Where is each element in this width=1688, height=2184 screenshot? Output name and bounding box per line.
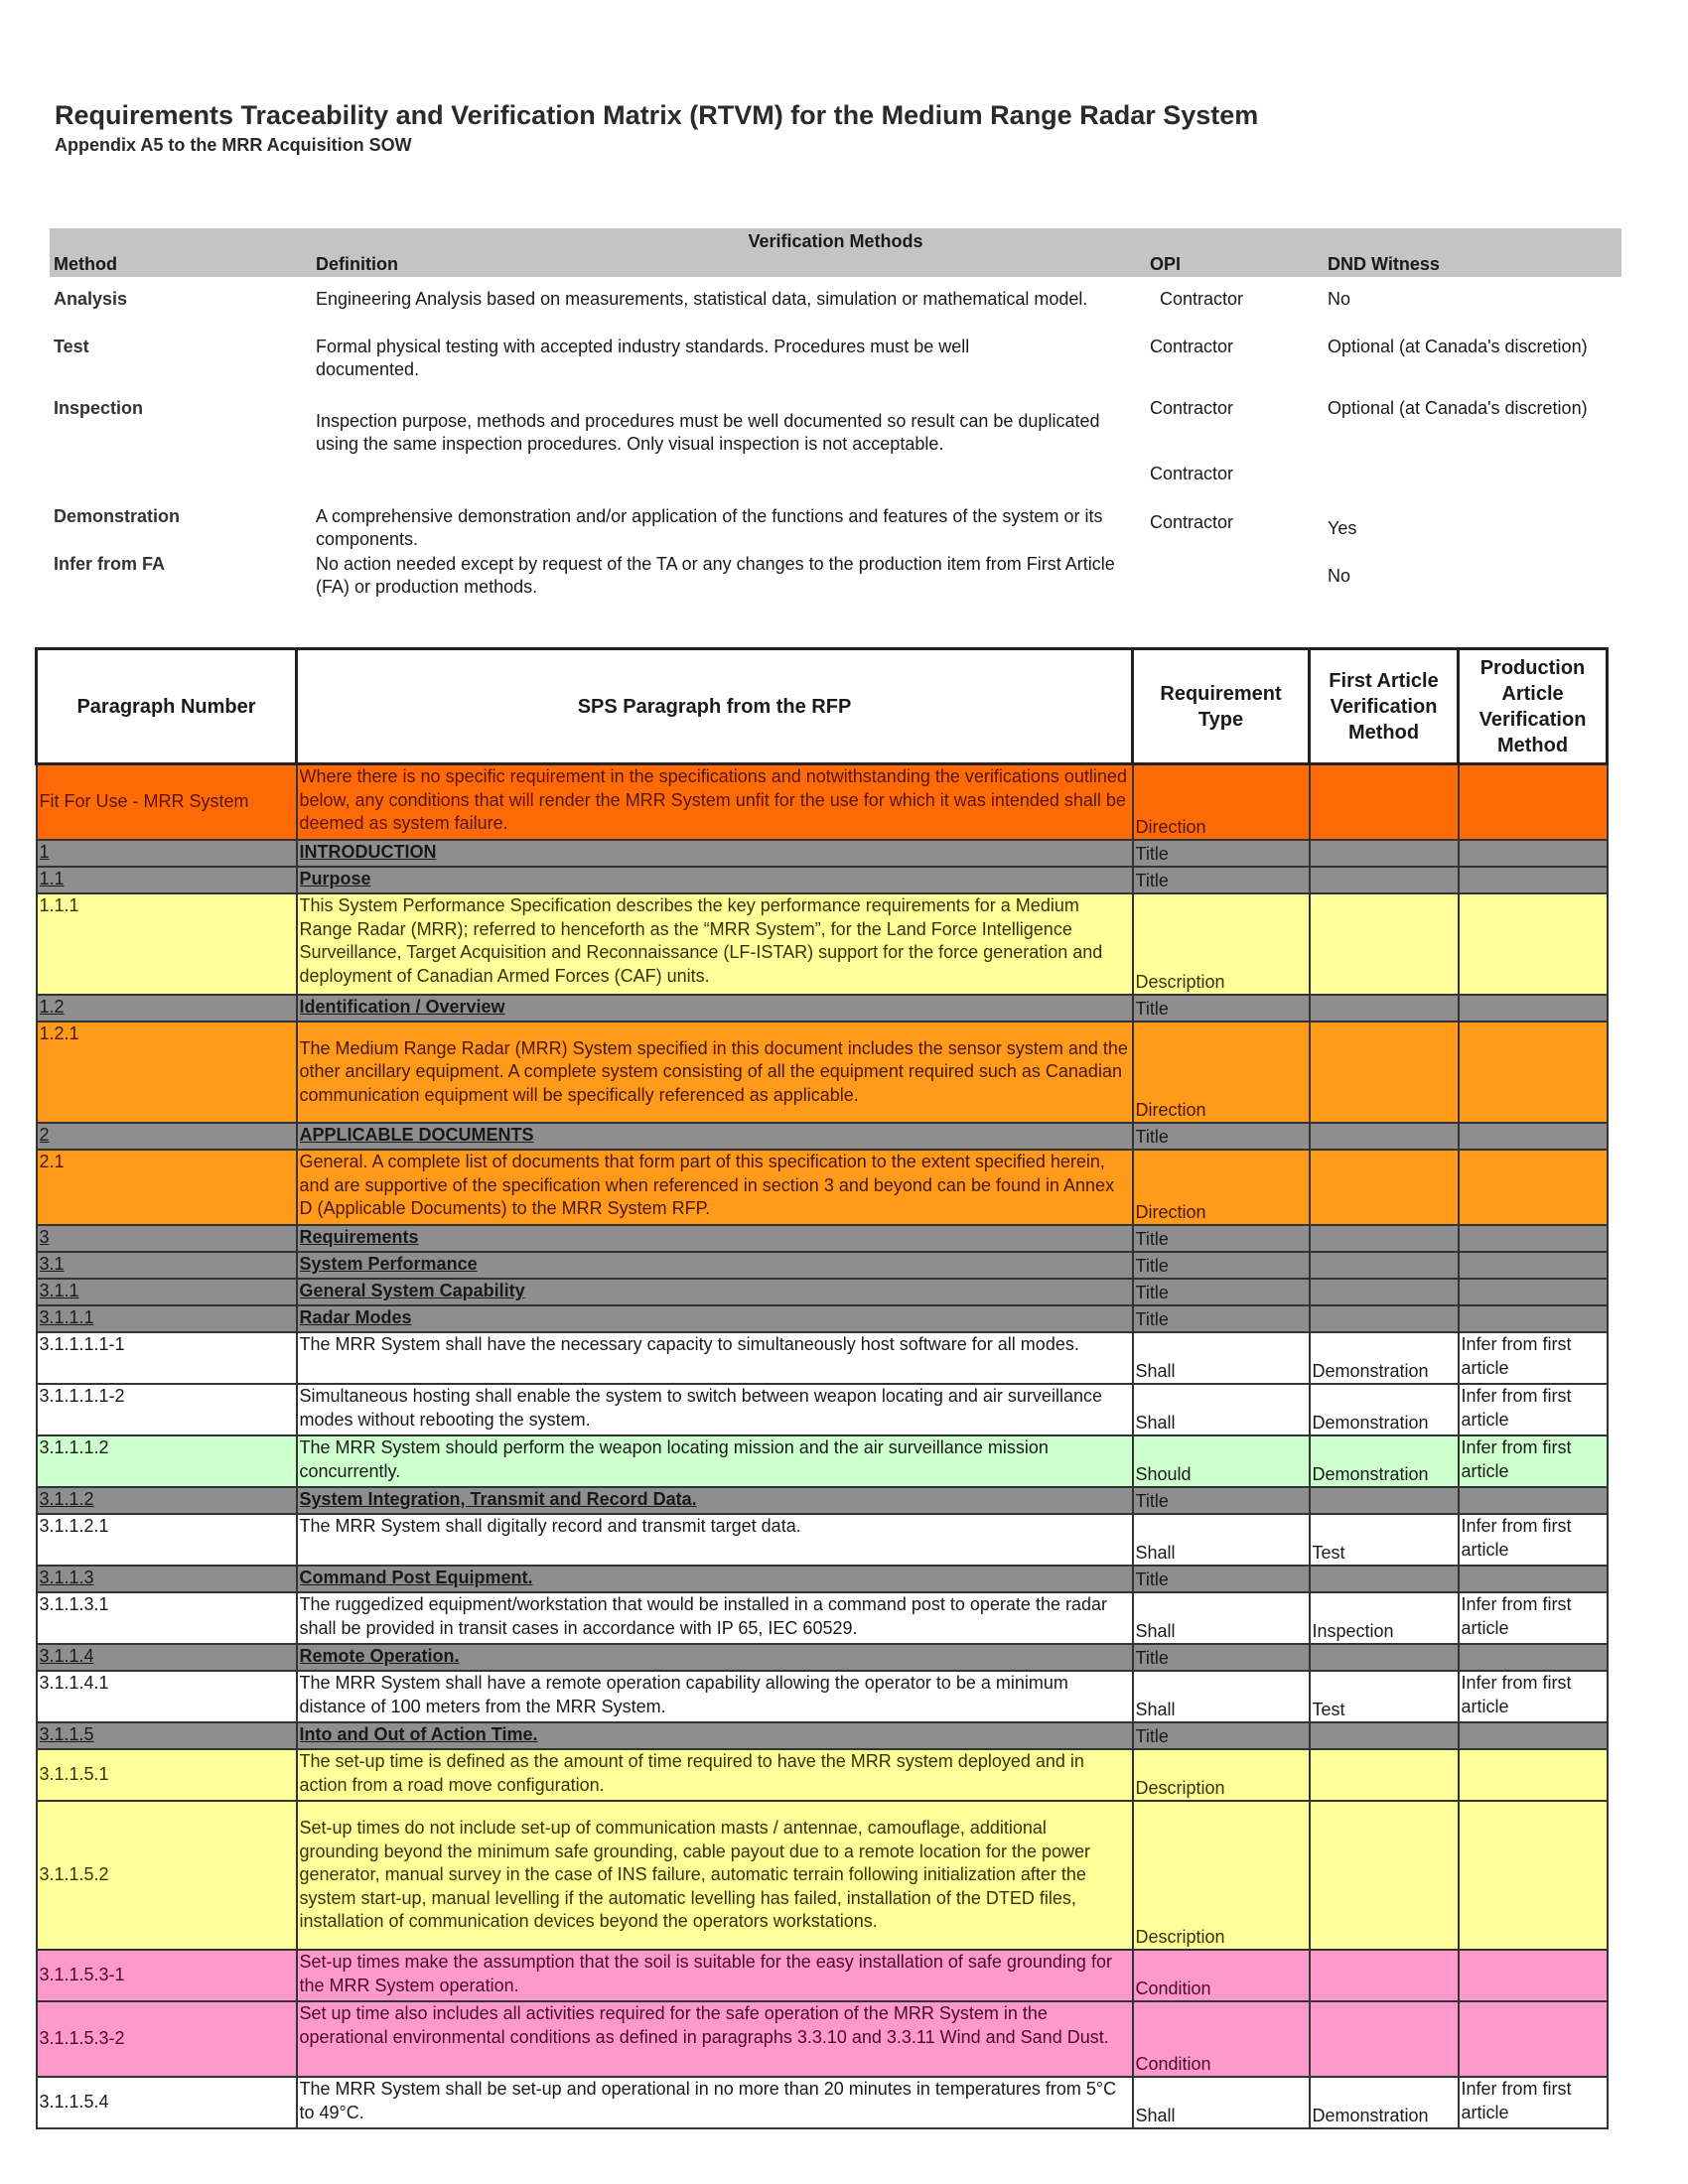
sps-paragraph-cell (297, 893, 1133, 995)
sps-paragraph-cell-text: The ruggedized equipment/workstation that would be installed in a command post to operate the radar shall be provided in transit cases in accordance with IP 65, IEC 60529. (299, 1594, 1107, 1638)
paragraph-number-cell-text: 3.1.1.5.4 (39, 2092, 109, 2113)
requirement-type-cell-text: Title (1135, 870, 1169, 890)
requirement-type-cell (1133, 867, 1310, 893)
sps-paragraph-cell-text: Purpose (299, 869, 371, 888)
witness-infer-from-fa: No (1328, 566, 1351, 586)
paragraph-number-cell (37, 1644, 297, 1671)
production-article-method-cell (1459, 1435, 1608, 1487)
paragraph-number-cell-text: 3.1.1.5.3-2 (39, 2028, 125, 2049)
paragraph-number-cell-text: 2 (39, 1125, 50, 1145)
page-title: Requirements Traceability and Verification Matrix (RTVM) for the Medium Range Radar System (55, 100, 1259, 130)
requirement-type-cell (1133, 1592, 1310, 1644)
paragraph-number-cell-text: 2.1 (39, 1152, 65, 1171)
table-row (37, 1123, 1608, 1150)
verification-methods-table (50, 228, 1621, 597)
requirement-type-cell (1133, 1384, 1310, 1435)
sps-paragraph-cell-text: This System Performance Specification describes the key performance requirements for a Medium Range Radar (MRR); referred to henceforth as the “MRR System”, for the Land Force Intelligence Surveillance, Target Acquisition and Reconnaissance (LF-ISTAR) support for the force generation and deployment of Canadian Armed Forces (CAF) units. (299, 895, 1103, 986)
sps-paragraph-cell (297, 1487, 1133, 1514)
first-article-method-cell-text: Demonstration (1312, 1412, 1429, 1433)
sps-paragraph-cell-text: The set-up time is defined as the amount of time required to have the MRR system deployed and in action from a road move configuration. (299, 1751, 1084, 1795)
paragraph-number-cell (37, 1749, 297, 1801)
table-row (37, 1566, 1608, 1592)
table-row (37, 1305, 1608, 1332)
requirement-type-cell-text: Title (1135, 1725, 1169, 1746)
sps-paragraph-cell-text: Set-up times do not include set-up of communication masts / antennae, camouflage, additional grounding beyond the minimum safe grounding, cable payout due to a remote location for the power generator, manual survey in the case of INS failure, automatic terrain following initialization after the system start-up, manual levelling if the automatic levelling has failed, installation of the DTED files, installation of communication devices beyond the operators workstations. (299, 1818, 1090, 1932)
table-row (37, 840, 1608, 867)
first-article-method-cell (1310, 1950, 1459, 2001)
requirement-type-cell (1133, 1279, 1310, 1305)
paragraph-number-cell (37, 1150, 297, 1225)
table-row (37, 1332, 1608, 1384)
paragraph-number-cell-text: 3 (39, 1227, 50, 1247)
paragraph-number-cell (37, 2001, 297, 2077)
table-row (37, 1435, 1608, 1487)
requirement-type-cell (1133, 1305, 1310, 1332)
first-article-method-cell (1310, 995, 1459, 1022)
requirement-type-cell (1133, 1671, 1310, 1722)
sps-paragraph-cell-text: The MRR System shall digitally record and transmit target data. (299, 1516, 801, 1536)
table-row (37, 1252, 1608, 1279)
first-article-method-cell (1310, 764, 1459, 841)
paragraph-number-cell-text: 3.1.1.1.1-2 (39, 1386, 125, 1406)
production-article-method-cell-text: Infer from first article (1461, 1334, 1572, 1378)
production-article-method-cell (1459, 1644, 1608, 1671)
table-header-row (37, 649, 1608, 764)
requirement-type-cell-text: Description (1135, 1777, 1225, 1798)
first-article-method-cell (1310, 1801, 1459, 1950)
requirement-type-cell (1133, 764, 1310, 841)
production-article-method-cell (1459, 1566, 1608, 1592)
sps-paragraph-cell-text: The MRR System shall have the necessary capacity to simultaneously host software for all modes. (299, 1334, 1079, 1354)
sps-paragraph-cell-text: Remote Operation. (299, 1646, 460, 1666)
requirement-type-cell-text: Shall (1135, 1360, 1176, 1381)
requirement-type-cell-text: Shall (1135, 1542, 1176, 1563)
requirement-type-cell-text: Should (1135, 1463, 1192, 1484)
witness-test: Optional (at Canada's discretion) (1328, 337, 1588, 356)
first-article-method-cell (1310, 1384, 1459, 1435)
production-article-method-cell (1459, 1123, 1608, 1150)
first-article-method-cell (1310, 2001, 1459, 2077)
requirement-type-cell (1133, 995, 1310, 1022)
paragraph-number-cell (37, 1722, 297, 1749)
first-article-method-header: First Article Verification Method (1310, 649, 1459, 764)
sps-paragraph-cell (297, 1305, 1133, 1332)
method-analysis: Analysis (54, 289, 128, 309)
production-article-method-cell (1459, 995, 1608, 1022)
definition-inspection: Inspection purpose, methods and procedures must be well documented so result can be duplicated using the same inspection procedures. Only visual inspection is not acceptable. (316, 411, 1100, 454)
production-article-method-cell (1459, 1022, 1608, 1123)
table-row (37, 1150, 1608, 1225)
definition-analysis: Engineering Analysis based on measurements, statistical data, simulation or mathematical model. (316, 289, 1088, 309)
requirement-type-cell-text: Shall (1135, 2105, 1176, 2125)
production-article-method-cell (1459, 1305, 1608, 1332)
paragraph-number-cell (37, 1487, 297, 1514)
production-article-method-header: Production Article Verification Method (1459, 649, 1608, 764)
paragraph-number-cell (37, 893, 297, 995)
first-article-method-cell (1310, 1435, 1459, 1487)
production-article-method-cell (1459, 1252, 1608, 1279)
sps-paragraph-cell-text: Radar Modes (299, 1307, 412, 1327)
paragraph-number-cell-text: 3.1.1.4 (39, 1646, 94, 1666)
method-inspection: Inspection (54, 398, 144, 418)
method-test: Test (54, 337, 89, 356)
first-article-method-cell (1310, 840, 1459, 867)
requirement-type-cell-text: Description (1135, 971, 1225, 992)
sps-paragraph-cell (297, 1332, 1133, 1384)
sps-paragraph-cell (297, 840, 1133, 867)
requirement-type-cell-text: Title (1135, 1282, 1169, 1302)
production-article-method-cell (1459, 1514, 1608, 1566)
paragraph-number-cell (37, 1252, 297, 1279)
table-row (37, 2077, 1608, 2128)
requirement-type-cell (1133, 1801, 1310, 1950)
requirement-type-cell-text: Direction (1135, 1099, 1206, 1120)
sps-paragraph-cell-text: The MRR System should perform the weapon locating mission and the air surveillance mission concurrently. (299, 1437, 1049, 1481)
sps-paragraph-cell-text: The MRR System shall have a remote operation capability allowing the operator to be a minimum distance of 100 meters from the MRR System. (299, 1673, 1068, 1716)
sps-paragraph-cell (297, 1592, 1133, 1644)
sps-paragraph-cell-text: Requirements (299, 1227, 419, 1247)
requirement-type-cell-text: Shall (1135, 1412, 1176, 1433)
production-article-method-cell-text: Infer from first article (1461, 1386, 1572, 1430)
requirement-type-cell (1133, 1252, 1310, 1279)
paragraph-number-cell (37, 1671, 297, 1722)
first-article-method-cell (1310, 2077, 1459, 2128)
sps-paragraph-cell (297, 1801, 1133, 1950)
first-article-method-cell (1310, 1123, 1459, 1150)
paragraph-number-cell (37, 2077, 297, 2128)
witness-demonstration: Yes (1328, 518, 1357, 538)
paragraph-number-cell (37, 1305, 297, 1332)
sps-paragraph-cell (297, 1022, 1133, 1123)
table-row (37, 867, 1608, 893)
first-article-method-cell (1310, 1644, 1459, 1671)
sps-paragraph-cell (297, 1384, 1133, 1435)
paragraph-number-cell-text: 1 (39, 842, 50, 862)
production-article-method-cell (1459, 867, 1608, 893)
table-row (37, 2001, 1608, 2077)
table-row (37, 1279, 1608, 1305)
production-article-method-cell (1459, 1332, 1608, 1384)
production-article-method-cell (1459, 1801, 1608, 1950)
first-article-method-cell (1310, 1722, 1459, 1749)
rtvm-table (35, 647, 1609, 2129)
requirement-type-cell-text: Title (1135, 1228, 1169, 1249)
paragraph-number-cell-text: 3.1.1.1.1-1 (39, 1334, 125, 1354)
requirement-type-cell-text: Direction (1135, 1201, 1206, 1222)
paragraph-number-cell (37, 1514, 297, 1566)
paragraph-number-cell (37, 1566, 297, 1592)
first-article-method-cell-text: Test (1312, 1699, 1345, 1719)
definition-test: Formal physical testing with accepted industry standards. Procedures must be well documented. (316, 337, 970, 379)
paragraph-number-cell-text: 1.2 (39, 997, 65, 1017)
opi-inspection: Contractor (1150, 398, 1234, 418)
first-article-method-cell (1310, 1514, 1459, 1566)
sps-paragraph-cell-text: Where there is no specific requirement in the specifications and notwithstanding the verifications outlined below, any conditions that will render the MRR System unfit for the use for which it was intended shall be deemed as system failure. (299, 766, 1127, 833)
production-article-method-cell (1459, 764, 1608, 841)
requirement-type-cell (1133, 1749, 1310, 1801)
sps-paragraph-cell (297, 867, 1133, 893)
definition-demonstration: A comprehensive demonstration and/or application of the functions and features of the system or its components. (316, 506, 1103, 549)
paragraph-number-cell-text: 3.1.1.4.1 (39, 1673, 109, 1693)
paragraph-number-cell-text: 1.1 (39, 869, 65, 888)
paragraph-number-cell-text: 3.1.1.1.2 (39, 1437, 109, 1457)
sps-paragraph-cell-text: General. A complete list of documents that form part of this specification to the extent specified herein, and are supportive of the specification when referenced in section 3 and beyond can be found in Annex D (Applicable Documents) to the MRR System RFP. (299, 1152, 1115, 1218)
first-article-method-cell (1310, 893, 1459, 995)
paragraph-number-cell (37, 1592, 297, 1644)
first-article-method-cell (1310, 867, 1459, 893)
opi-column-header: OPI (1150, 254, 1182, 274)
paragraph-number-cell-text: 3.1.1.5.3-1 (39, 1965, 125, 1985)
table-row (37, 1722, 1608, 1749)
production-article-method-cell (1459, 1950, 1608, 2001)
first-article-method-cell (1310, 1749, 1459, 1801)
requirement-type-cell-text: Shall (1135, 1620, 1176, 1641)
production-article-method-cell (1459, 1279, 1608, 1305)
table-row (37, 1950, 1608, 2001)
sps-paragraph-header: SPS Paragraph from the RFP (297, 649, 1133, 764)
requirement-type-cell (1133, 1644, 1310, 1671)
first-article-method-cell-text: Demonstration (1312, 1463, 1429, 1484)
requirement-type-cell-text: Description (1135, 1926, 1225, 1947)
table-row (37, 1514, 1608, 1566)
sps-paragraph-cell-text: Identification / Overview (299, 997, 505, 1017)
sps-paragraph-cell-text: System Integration, Transmit and Record Data. (299, 1489, 697, 1509)
sps-paragraph-cell (297, 1671, 1133, 1722)
first-article-method-cell (1310, 1487, 1459, 1514)
requirement-type-cell-text: Direction (1135, 816, 1206, 837)
table-row (37, 1022, 1608, 1123)
table-row (37, 1671, 1608, 1722)
sps-paragraph-cell-text: Into and Out of Action Time. (299, 1724, 538, 1744)
sps-paragraph-cell-text: The MRR System shall be set-up and operational in no more than 20 minutes in temperatures from 5°C to 49°C. (299, 2079, 1117, 2122)
paragraph-number-cell-text: 1.2.1 (39, 1024, 79, 1043)
table-row (37, 893, 1608, 995)
paragraph-number-cell (37, 1435, 297, 1487)
sps-paragraph-cell-text: INTRODUCTION (299, 842, 437, 862)
witness-column-header: DND Witness (1328, 254, 1440, 274)
requirement-type-cell (1133, 1514, 1310, 1566)
paragraph-number-cell-text: 3.1.1.1 (39, 1307, 94, 1327)
paragraph-number-cell-text: 3.1.1.5.1 (39, 1764, 109, 1785)
requirement-type-cell-text: Title (1135, 998, 1169, 1019)
first-article-method-cell (1310, 1225, 1459, 1252)
requirement-type-cell-text: Title (1135, 1255, 1169, 1276)
table-row (37, 1592, 1608, 1644)
table-row (37, 1225, 1608, 1252)
production-article-method-cell (1459, 2001, 1608, 2077)
first-article-method-cell (1310, 1305, 1459, 1332)
first-article-method-cell-text: Demonstration (1312, 2105, 1429, 2125)
requirement-type-cell (1133, 1225, 1310, 1252)
first-article-method-cell (1310, 1671, 1459, 1722)
requirement-type-cell-text: Condition (1135, 1978, 1211, 1998)
first-article-method-cell (1310, 1566, 1459, 1592)
production-article-method-cell (1459, 1384, 1608, 1435)
opi-test: Contractor (1150, 337, 1234, 356)
witness-inspection: Optional (at Canada's discretion) (1328, 398, 1588, 418)
sps-paragraph-cell (297, 1749, 1133, 1801)
production-article-method-cell (1459, 1749, 1608, 1801)
requirement-type-cell (1133, 1722, 1310, 1749)
verification-methods-title: Verification Methods (748, 231, 923, 251)
production-article-method-cell (1459, 840, 1608, 867)
requirement-type-cell-text: Title (1135, 843, 1169, 864)
paragraph-number-cell (37, 1022, 297, 1123)
paragraph-number-cell-text: 3.1.1.2.1 (39, 1516, 109, 1536)
requirement-type-cell-text: Condition (1135, 2053, 1211, 2074)
method-demonstration: Demonstration (54, 506, 181, 526)
requirement-type-cell-text: Title (1135, 1569, 1169, 1589)
production-article-method-cell (1459, 1487, 1608, 1514)
sps-paragraph-cell (297, 1279, 1133, 1305)
sps-paragraph-cell (297, 2001, 1133, 2077)
requirement-type-cell (1133, 2001, 1310, 2077)
production-article-method-cell (1459, 2077, 1608, 2128)
sps-paragraph-cell (297, 1644, 1133, 1671)
production-article-method-cell-text: Infer from first article (1461, 1673, 1572, 1716)
first-article-method-cell (1310, 1592, 1459, 1644)
production-article-method-cell-text: Infer from first article (1461, 1437, 1572, 1481)
table-row (37, 1749, 1608, 1801)
production-article-method-cell (1459, 1150, 1608, 1225)
paragraph-number-cell-text: Fit For Use - MRR System (39, 791, 249, 812)
table-row (37, 1801, 1608, 1950)
paragraph-number-cell-text: 3.1.1.5.2 (39, 1864, 109, 1885)
paragraph-number-cell (37, 1950, 297, 2001)
requirement-type-cell (1133, 2077, 1310, 2128)
paragraph-number-cell (37, 867, 297, 893)
first-article-method-cell (1310, 1022, 1459, 1123)
production-article-method-cell (1459, 1722, 1608, 1749)
first-article-method-cell-text: Test (1312, 1542, 1345, 1563)
production-article-method-cell-text: Infer from first article (1461, 2079, 1572, 2122)
paragraph-number-cell (37, 1332, 297, 1384)
requirement-type-cell-text: Title (1135, 1126, 1169, 1147)
sps-paragraph-cell-text: General System Capability (299, 1281, 525, 1300)
paragraph-number-cell (37, 1123, 297, 1150)
paragraph-number-cell-text: 3.1.1.5 (39, 1724, 94, 1744)
sps-paragraph-cell (297, 1150, 1133, 1225)
requirement-type-cell-text: Title (1135, 1308, 1169, 1329)
production-article-method-cell (1459, 1225, 1608, 1252)
sps-paragraph-cell (297, 1225, 1133, 1252)
paragraph-number-cell-text: 3.1 (39, 1254, 65, 1274)
page-subtitle: Appendix A5 to the MRR Acquisition SOW (55, 135, 412, 155)
requirement-type-header: Requirement Type (1133, 649, 1310, 764)
method-infer-from-fa: Infer from FA (54, 554, 166, 574)
first-article-method-cell (1310, 1279, 1459, 1305)
production-article-method-cell (1459, 893, 1608, 995)
sps-paragraph-cell (297, 2077, 1133, 2128)
sps-paragraph-cell (297, 1722, 1133, 1749)
paragraph-number-cell-text: 3.1.1 (39, 1281, 79, 1300)
requirement-type-cell (1133, 1123, 1310, 1150)
paragraph-number-cell-text: 1.1.1 (39, 895, 79, 915)
table-row (37, 1644, 1608, 1671)
production-article-method-cell (1459, 1592, 1608, 1644)
witness-analysis: No (1328, 289, 1351, 309)
table-row (37, 1384, 1608, 1435)
first-article-method-cell (1310, 1150, 1459, 1225)
opi-analysis: Contractor (1160, 289, 1244, 309)
sps-paragraph-cell (297, 995, 1133, 1022)
sps-paragraph-cell (297, 1435, 1133, 1487)
paragraph-number-cell-text: 3.1.1.2 (39, 1489, 94, 1509)
sps-paragraph-cell (297, 1252, 1133, 1279)
requirement-type-cell-text: Title (1135, 1647, 1169, 1668)
sps-paragraph-cell (297, 1566, 1133, 1592)
first-article-method-cell-text: Demonstration (1312, 1360, 1429, 1381)
paragraph-number-cell (37, 840, 297, 867)
sps-paragraph-cell (297, 1123, 1133, 1150)
requirement-type-cell (1133, 1435, 1310, 1487)
paragraph-number-cell (37, 1279, 297, 1305)
production-article-method-cell-text: Infer from first article (1461, 1594, 1572, 1638)
paragraph-number-cell (37, 1225, 297, 1252)
paragraph-number-cell (37, 995, 297, 1022)
requirement-type-cell (1133, 1150, 1310, 1225)
sps-paragraph-cell-text: System Performance (299, 1254, 478, 1274)
first-article-method-cell (1310, 1252, 1459, 1279)
table-row (37, 764, 1608, 841)
requirement-type-cell (1133, 893, 1310, 995)
opi-demonstration: Contractor (1150, 512, 1234, 532)
sps-paragraph-cell (297, 764, 1133, 841)
opi-inspection-2: Contractor (1150, 464, 1234, 483)
requirement-type-cell (1133, 840, 1310, 867)
table-row (37, 1487, 1608, 1514)
sps-paragraph-cell-text: Command Post Equipment. (299, 1568, 533, 1587)
sps-paragraph-cell-text: Set up time also includes all activities required for the safe operation of the MRR System in the operational environmental conditions as defined in paragraphs 3.3.10 and 3.3.11 Wind and Sand Dust. (299, 2003, 1109, 2047)
paragraph-number-cell (37, 1384, 297, 1435)
paragraph-number-header: Paragraph Number (37, 649, 297, 764)
table-row (37, 995, 1608, 1022)
requirement-type-cell (1133, 1950, 1310, 2001)
definition-column-header: Definition (316, 254, 398, 274)
requirement-type-cell (1133, 1332, 1310, 1384)
paragraph-number-cell-text: 3.1.1.3 (39, 1568, 94, 1587)
production-article-method-cell-text: Infer from first article (1461, 1516, 1572, 1560)
sps-paragraph-cell (297, 1514, 1133, 1566)
paragraph-number-cell (37, 764, 297, 841)
verification-methods-header (50, 228, 1621, 277)
rtvm-table-body (37, 764, 1608, 2129)
production-article-method-cell (1459, 1671, 1608, 1722)
sps-paragraph-cell-text: APPLICABLE DOCUMENTS (299, 1125, 534, 1145)
requirement-type-cell (1133, 1022, 1310, 1123)
sps-paragraph-cell-text: Simultaneous hosting shall enable the system to switch between weapon locating and air surveillance modes without rebooting the system. (299, 1386, 1102, 1430)
sps-paragraph-cell-text: Set-up times make the assumption that the soil is suitable for the easy installation of safe grounding for the MRR System operation. (299, 1952, 1112, 1995)
first-article-method-cell (1310, 1332, 1459, 1384)
paragraph-number-cell-text: 3.1.1.3.1 (39, 1594, 109, 1614)
sps-paragraph-cell-text: The Medium Range Radar (MRR) System specified in this document includes the sensor system and the other ancillary equipment. A complete system consisting of all the equipment required such as Canadian communication equipment will be specifically referenced as applicable. (299, 1037, 1128, 1105)
requirement-type-cell (1133, 1566, 1310, 1592)
requirement-type-cell-text: Title (1135, 1490, 1169, 1511)
first-article-method-cell-text: Inspection (1312, 1620, 1394, 1641)
requirement-type-cell (1133, 1487, 1310, 1514)
definition-infer-from-fa: No action needed except by request of the TA or any changes to the production item from First Article (FA) or production methods. (316, 554, 1115, 597)
requirement-type-cell-text: Shall (1135, 1699, 1176, 1719)
sps-paragraph-cell (297, 1950, 1133, 2001)
method-column-header: Method (54, 254, 117, 274)
paragraph-number-cell (37, 1801, 297, 1950)
